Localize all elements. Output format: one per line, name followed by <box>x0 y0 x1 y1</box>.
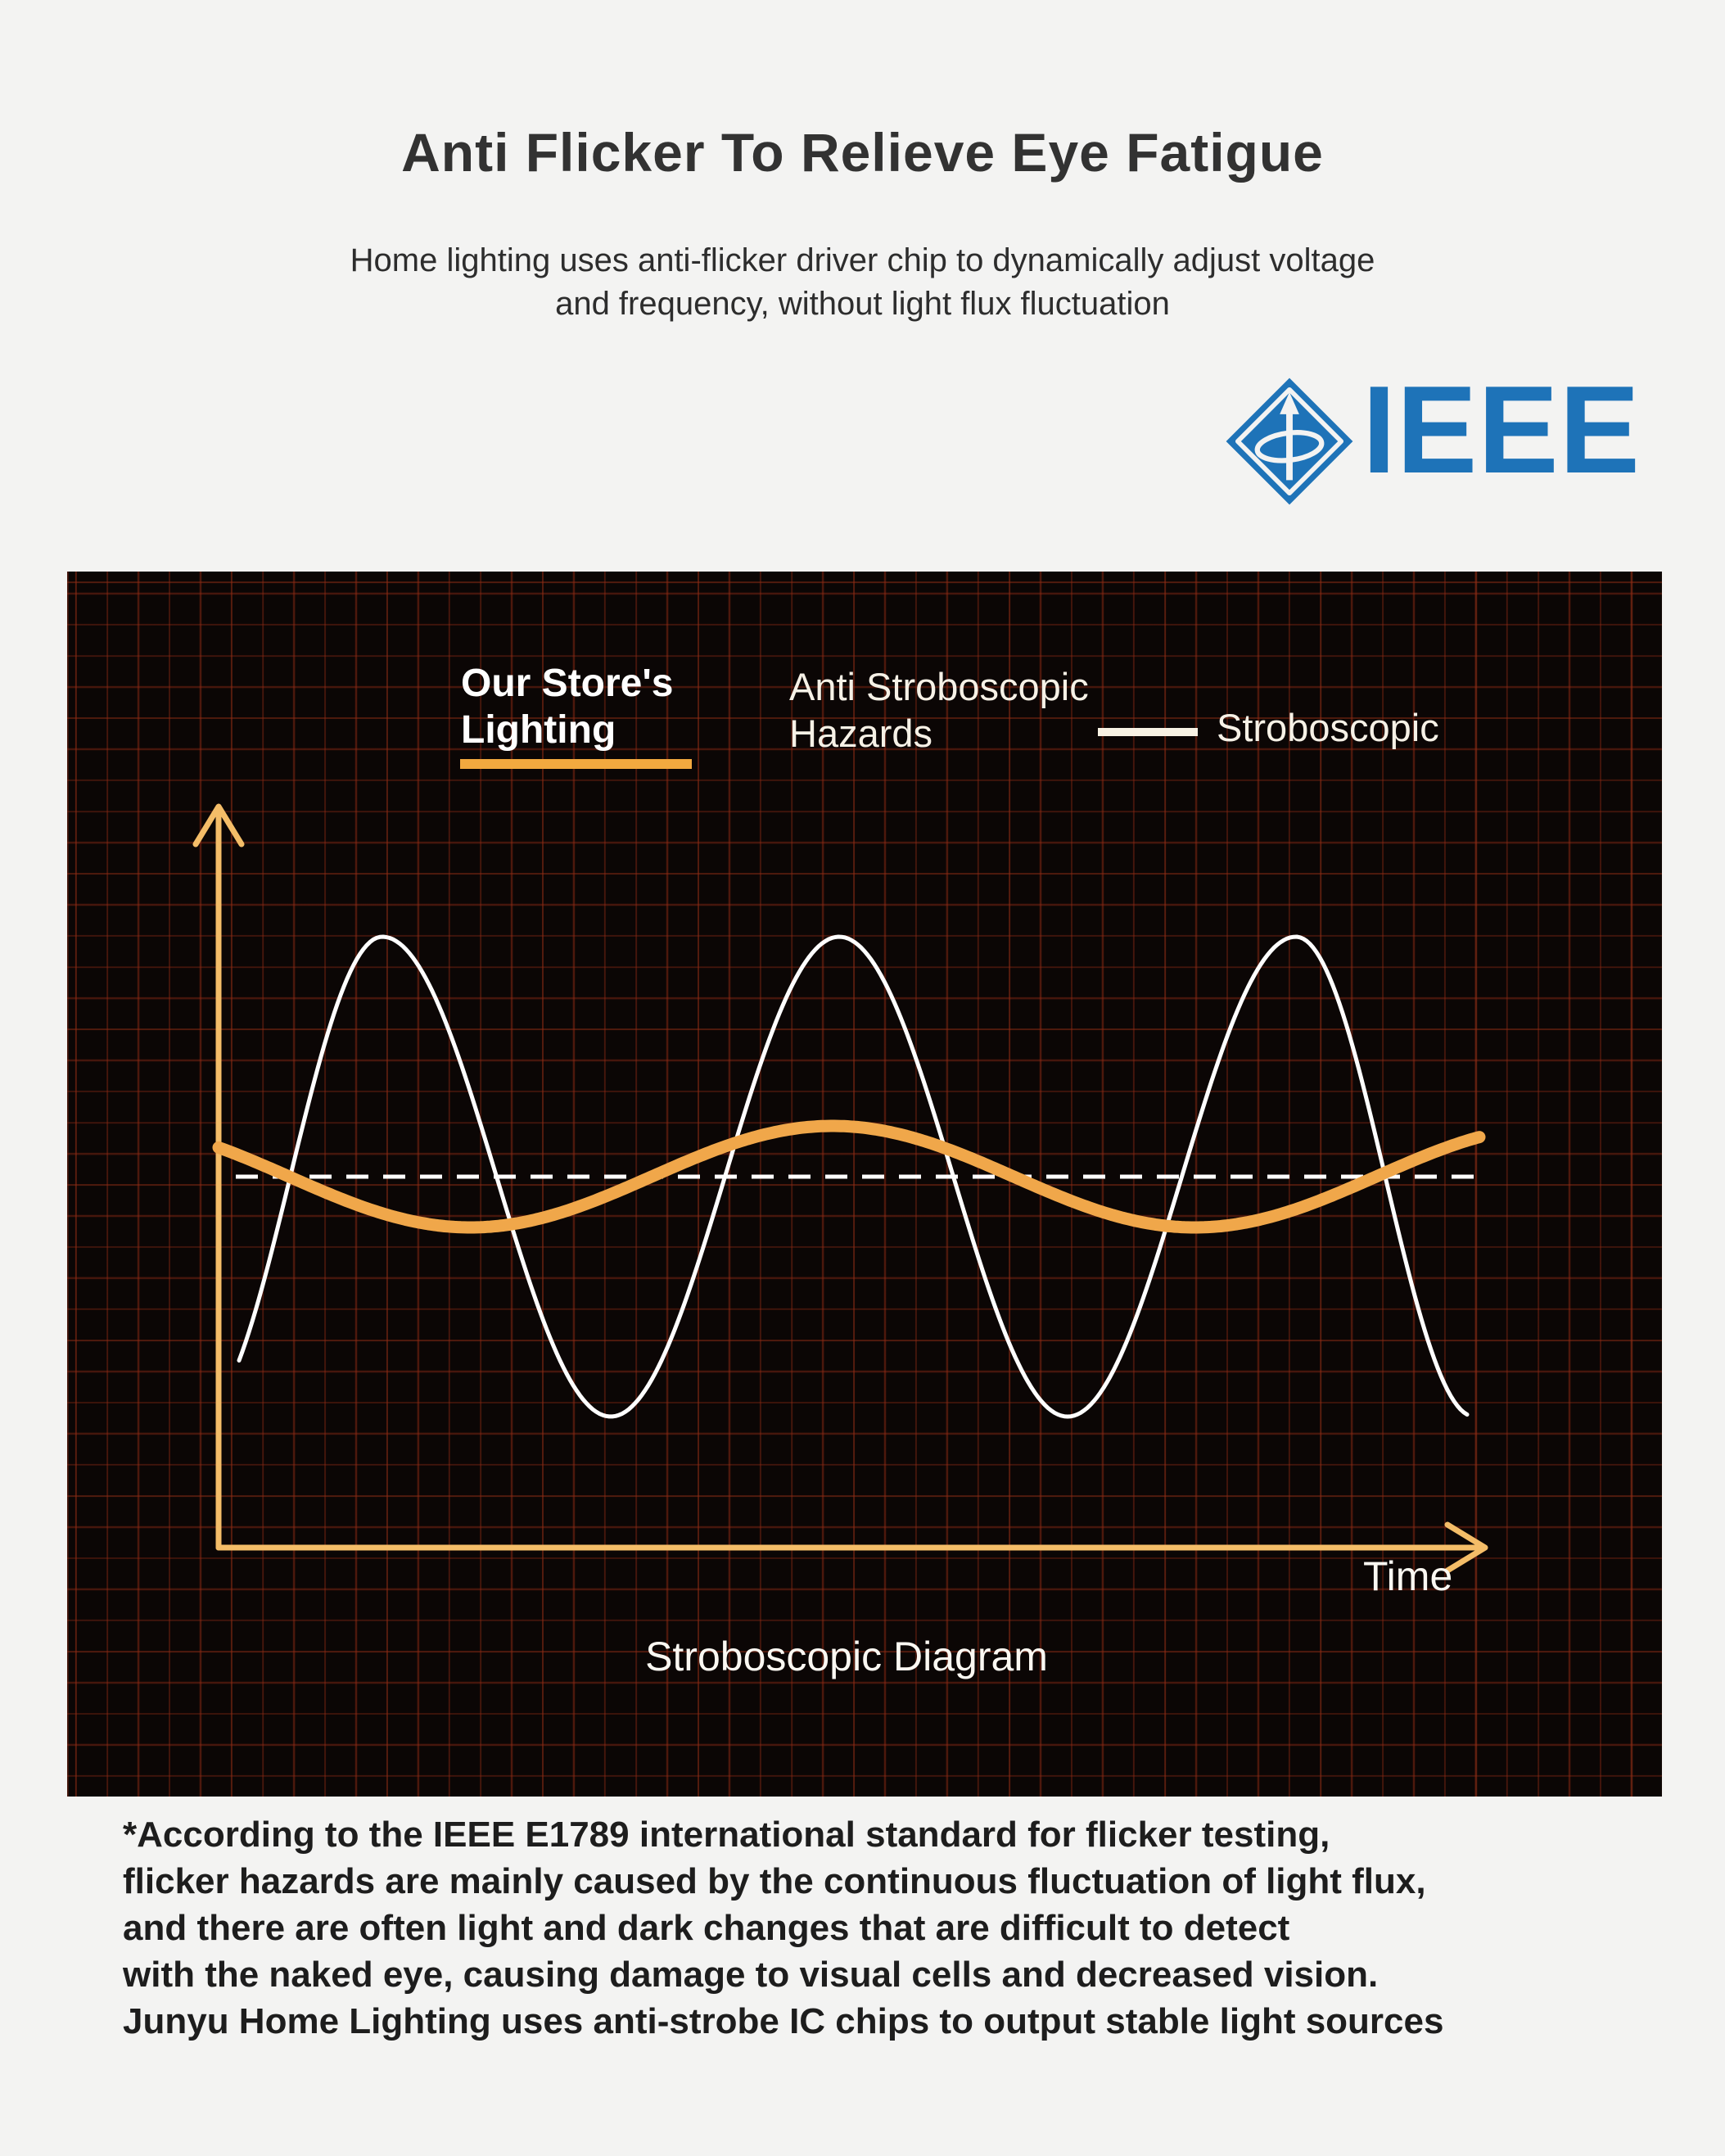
legend-white-line-swatch <box>1098 728 1198 736</box>
legend-stroboscopic: Stroboscopic <box>1217 706 1439 749</box>
legend-series1-line2: Lighting <box>461 708 616 752</box>
ieee-wordmark: IEEE <box>1362 360 1641 499</box>
footnote-line-5: Junyu Home Lighting uses anti-strobe IC chips to output stable light sources <box>123 2001 1444 2041</box>
legend-anti-stroboscopic-hazards <box>789 663 1089 757</box>
subtitle-line-1: Home lighting uses anti-flicker driver chip to dynamically adjust voltage <box>350 242 1375 278</box>
page-title: Anti Flicker To Relieve Eye Fatigue <box>401 122 1324 183</box>
anti-stroboscopic-wave <box>219 1126 1479 1227</box>
chart-caption: Stroboscopic Diagram <box>645 1634 1048 1679</box>
svg-text:R: R <box>1321 481 1330 493</box>
footnote-line-2: flicker hazards are mainly caused by the continuous fluctuation of light flux, <box>123 1861 1426 1901</box>
ieee-logo <box>1225 360 1650 508</box>
page-subtitle <box>0 239 1725 326</box>
legend-orange-swatch <box>460 759 692 769</box>
x-axis-label: Time <box>1363 1553 1453 1599</box>
legend-series2-line2: Hazards <box>789 712 933 755</box>
subtitle-line-2: and frequency, without light flux fluctuation <box>555 286 1170 322</box>
legend-series2-line1: Anti Stroboscopic <box>789 665 1089 708</box>
ieee-diamond-icon <box>1225 377 1354 506</box>
footnote-line-3: and there are often light and dark changes that are difficult to detect <box>123 1908 1290 1948</box>
stroboscopic-diagram-panel <box>67 572 1662 1797</box>
footnote-line-4: with the naked eye, causing damage to visual cells and decreased vision. <box>123 1955 1379 1995</box>
legend-our-store-lighting <box>461 660 673 753</box>
legend-series1-line1: Our Store's <box>461 662 674 705</box>
footnote-paragraph <box>123 1811 1646 2045</box>
footnote-line-1: *According to the IEEE E1789 international standard for flicker testing, <box>123 1815 1330 1855</box>
